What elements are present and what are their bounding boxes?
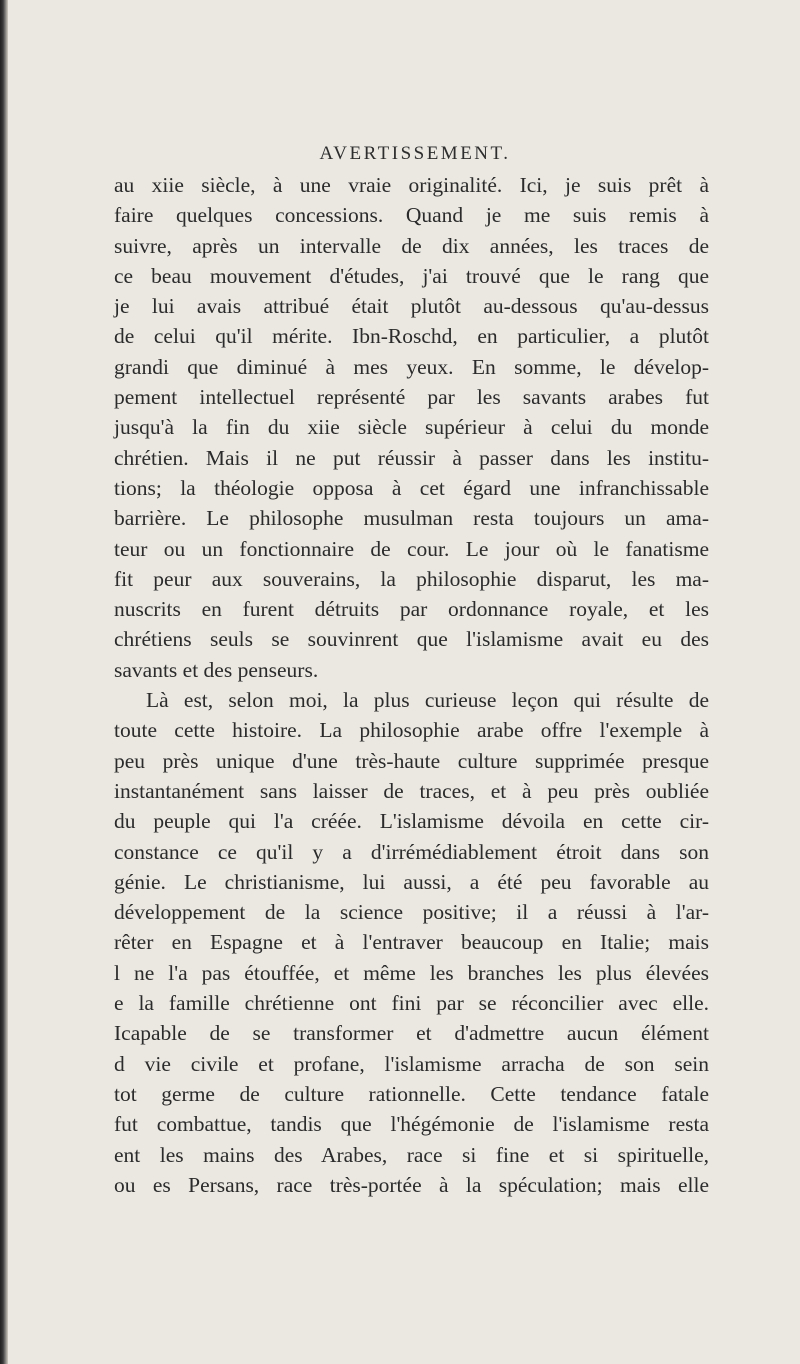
page-binding-edge — [0, 0, 8, 1364]
text-line: rêter en Espagne et à l'entraver beaucoup en Italie; mais — [114, 930, 709, 955]
text-line: constance ce qu'il y a d'irrémédiablement étroit dans son — [114, 839, 709, 864]
text-line: je lui avais attribué était plutôt au-dessous qu'au-dessus — [114, 294, 709, 319]
text-line: chrétiens seuls se souvinrent que l'islamisme avait eu des — [114, 627, 709, 652]
text-line: e la famille chrétienne ont fini par se réconcilier avec elle. — [114, 991, 709, 1016]
text-line: faire quelques concessions. Quand je me suis remis à — [114, 203, 709, 228]
text-line: ou es Persans, race très-portée à la spéculation; mais elle — [114, 1172, 709, 1197]
text-line: l ne l'a pas étouffée, et même les branches les plus élevées — [114, 960, 709, 985]
body-text — [114, 170, 709, 1200]
text-line: chrétien. Mais il ne put réussir à passer dans les institu- — [114, 445, 709, 470]
text-line: grandi que diminué à mes yeux. En somme, le dévelop- — [114, 354, 709, 379]
text-line: toute cette histoire. La philosophie arabe offre l'exemple à — [114, 718, 709, 743]
text-line: ent les mains des Arabes, race si fine et si spirituelle, — [114, 1142, 709, 1167]
text-line: barrière. Le philosophe musulman resta toujours un ama- — [114, 506, 709, 531]
text-line: au xiie siècle, à une vraie originalité. Ici, je suis prêt à — [114, 173, 709, 197]
text-line: tions; la théologie opposa à cet égard une infranchissable — [114, 475, 709, 500]
text-line: nuscrits en furent détruits par ordonnance royale, et les — [114, 597, 709, 622]
text-line: d vie civile et profane, l'islamisme arracha de son sein — [114, 1051, 709, 1076]
text-line: de celui qu'il mérite. Ibn-Roschd, en particulier, a plutôt — [114, 324, 709, 349]
running-header: AVERTISSEMENT. — [319, 143, 511, 164]
text-line: teur ou un fonctionnaire de cour. Le jour où le fanatisme — [114, 536, 709, 561]
text-line: du peuple qui l'a créée. L'islamisme dévoila en cette cir- — [114, 809, 709, 834]
text-line-paragraph-end: savants et des penseurs. — [114, 657, 319, 682]
text-line: fut combattue, tandis que l'hégémonie de l'islamisme resta — [114, 1112, 709, 1137]
text-line: génie. Le christianisme, lui aussi, a été peu favorable au — [114, 869, 709, 894]
text-line: suivre, après un intervalle de dix années, les traces de — [114, 233, 709, 258]
text-line: peu près unique d'une très-haute culture supprimée presque — [114, 748, 709, 773]
text-line: Icapable de se transformer et d'admettre aucun élément — [114, 1021, 709, 1046]
text-line: jusqu'à la fin du xiie siècle supérieur à celui du monde — [114, 415, 709, 440]
text-line: fit peur aux souverains, la philosophie disparut, les ma- — [114, 566, 709, 591]
text-line-paragraph-start: Là est, selon moi, la plus curieuse leçon qui résulte de — [146, 688, 709, 713]
text-line: développement de la science positive; il a réussi à l'ar- — [114, 900, 709, 925]
text-line: tot germe de culture rationnelle. Cette tendance fatale — [114, 1081, 709, 1106]
text-line: ce beau mouvement d'études, j'ai trouvé que le rang que — [114, 263, 709, 288]
text-line: instantanément sans laisser de traces, et à peu près oubliée — [114, 778, 709, 803]
text-line: pement intellectuel représenté par les savants arabes fut — [114, 385, 709, 410]
